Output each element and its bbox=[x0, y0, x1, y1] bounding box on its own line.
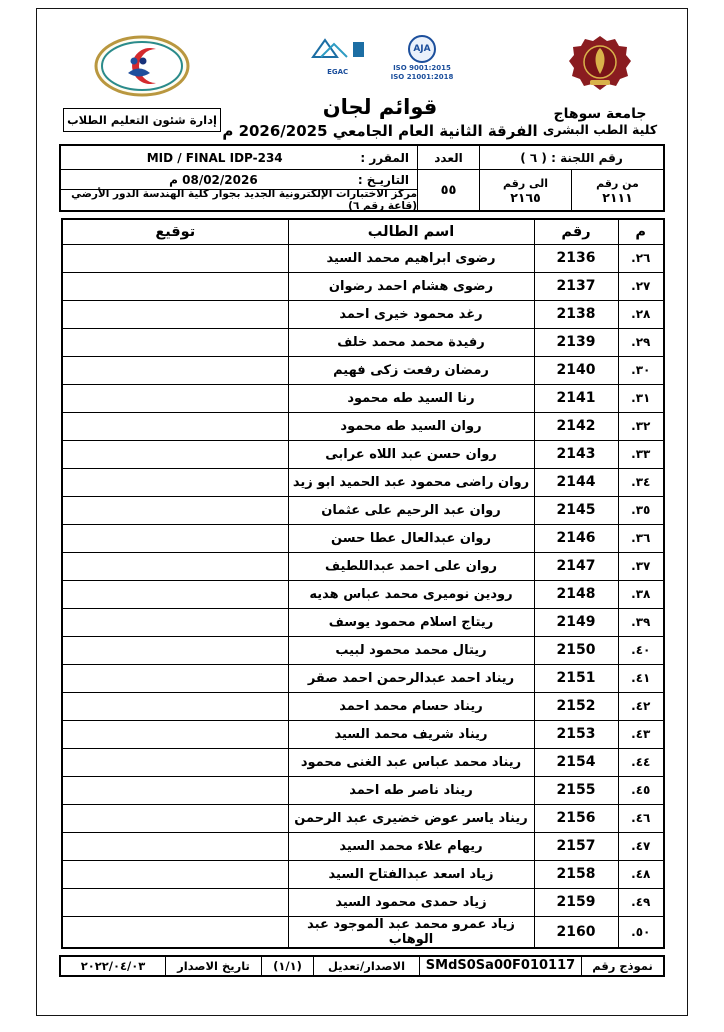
number-cell: 2153 bbox=[534, 720, 618, 748]
serial-cell: ٣٨. bbox=[618, 580, 664, 608]
university-block bbox=[539, 35, 661, 137]
signature-cell bbox=[62, 328, 288, 356]
serial-cell: ٢٨. bbox=[618, 300, 664, 328]
committee-number-cell: رقم اللجنة : ( ٦ ) bbox=[479, 146, 663, 170]
name-cell: رضوى ابراهيم محمد السيد bbox=[288, 244, 534, 272]
signature-cell bbox=[62, 608, 288, 636]
footer-bar bbox=[59, 955, 665, 977]
signature-cell bbox=[62, 636, 288, 664]
number-cell: 2155 bbox=[534, 776, 618, 804]
student-row bbox=[62, 636, 664, 664]
name-cell: روان حسن عبد اللاه عرابى bbox=[288, 440, 534, 468]
signature-cell bbox=[62, 916, 288, 948]
name-cell: زياد اسعد عبدالفتاح السيد bbox=[288, 860, 534, 888]
serial-cell: ٤٥. bbox=[618, 776, 664, 804]
serial-cell: ٤٤. bbox=[618, 748, 664, 776]
aja-label: AJA bbox=[413, 44, 431, 54]
egac-label: EGAC bbox=[327, 68, 349, 76]
serial-cell: ٤٦. bbox=[618, 804, 664, 832]
to-label: الى رقم bbox=[502, 176, 549, 190]
name-cell: ريتاج اسلام محمود يوسف bbox=[288, 608, 534, 636]
student-row bbox=[62, 832, 664, 860]
student-table bbox=[61, 218, 665, 949]
signature-cell bbox=[62, 552, 288, 580]
department-block bbox=[63, 35, 221, 132]
serial-cell: ٣٦. bbox=[618, 524, 664, 552]
student-row bbox=[62, 664, 664, 692]
count-value-cell: ٥٥ bbox=[417, 170, 479, 210]
name-cell: ريناد محمد عباس عبد الغنى محمود bbox=[288, 748, 534, 776]
number-cell: 2136 bbox=[534, 244, 618, 272]
exam-info-table bbox=[59, 144, 665, 212]
page-title: قوائم لجان bbox=[322, 95, 438, 119]
col-header-name: اسم الطالب bbox=[288, 219, 534, 244]
serial-cell: ٤٣. bbox=[618, 720, 664, 748]
name-cell: زياد عمرو محمد عبد الموجود عبد الوهاب bbox=[288, 916, 534, 948]
number-cell: 2142 bbox=[534, 412, 618, 440]
number-cell: 2139 bbox=[534, 328, 618, 356]
student-row bbox=[62, 608, 664, 636]
number-cell: 2138 bbox=[534, 300, 618, 328]
student-row bbox=[62, 748, 664, 776]
name-cell: روان عبد الرحيم على عثمان bbox=[288, 496, 534, 524]
number-cell: 2152 bbox=[534, 692, 618, 720]
version-label: الاصدار/تعديل bbox=[313, 957, 419, 975]
student-row bbox=[62, 524, 664, 552]
name-cell: روان السيد طه محمود bbox=[288, 412, 534, 440]
name-cell: ريناد ناصر طه احمد bbox=[288, 776, 534, 804]
student-row bbox=[62, 804, 664, 832]
signature-cell bbox=[62, 272, 288, 300]
course-label: المقرر : bbox=[360, 150, 409, 165]
number-cell: 2150 bbox=[534, 636, 618, 664]
issue-date-label: تاريخ الاصدار bbox=[165, 957, 261, 975]
serial-cell: ٤١. bbox=[618, 664, 664, 692]
name-cell: ريهام علاء محمد السيد bbox=[288, 832, 534, 860]
count-label-cell: العدد bbox=[417, 146, 479, 170]
student-row bbox=[62, 720, 664, 748]
header-center bbox=[221, 35, 539, 140]
aja-iso1-label: ISO 9001:2015 bbox=[393, 64, 451, 72]
number-cell: 2137 bbox=[534, 272, 618, 300]
certification-logos bbox=[221, 35, 539, 87]
date-label: التاريـخ : bbox=[357, 172, 409, 187]
faculty-name: كلية الطب البشرى bbox=[542, 122, 658, 137]
student-row bbox=[62, 580, 664, 608]
signature-cell bbox=[62, 888, 288, 916]
student-row bbox=[62, 328, 664, 356]
number-cell: 2154 bbox=[534, 748, 618, 776]
name-cell: ريتال محمد محمود لبيب bbox=[288, 636, 534, 664]
student-row bbox=[62, 244, 664, 272]
course-value: MID / FINAL IDP-234 bbox=[146, 150, 283, 165]
serial-cell: ٣٧. bbox=[618, 552, 664, 580]
number-cell: 2141 bbox=[534, 384, 618, 412]
student-row bbox=[62, 552, 664, 580]
col-header-serial: م bbox=[618, 219, 664, 244]
signature-cell bbox=[62, 860, 288, 888]
student-row bbox=[62, 916, 664, 948]
document-page bbox=[36, 8, 688, 1016]
signature-cell bbox=[62, 720, 288, 748]
version-value: (١/١) bbox=[261, 957, 313, 975]
signature-cell bbox=[62, 384, 288, 412]
name-cell: رغد محمود خيرى احمد bbox=[288, 300, 534, 328]
signature-cell bbox=[62, 664, 288, 692]
number-cell: 2145 bbox=[534, 496, 618, 524]
signature-cell bbox=[62, 468, 288, 496]
name-cell: ريناد احمد عبدالرحمن احمد صقر bbox=[288, 664, 534, 692]
department-name: إدارة شئون التعليم الطلاب bbox=[63, 108, 221, 132]
student-row bbox=[62, 440, 664, 468]
number-cell: 2156 bbox=[534, 804, 618, 832]
to-value: ٢١٦٥ bbox=[510, 189, 541, 205]
name-cell: رودين نوميرى محمد عباس هديه bbox=[288, 580, 534, 608]
serial-cell: ٤٧. bbox=[618, 832, 664, 860]
name-cell: رضوى هشام احمد رضوان bbox=[288, 272, 534, 300]
serial-cell: ٢٩. bbox=[618, 328, 664, 356]
student-row bbox=[62, 888, 664, 916]
number-cell: 2140 bbox=[534, 356, 618, 384]
number-cell: 2151 bbox=[534, 664, 618, 692]
col-header-number: رقم bbox=[534, 219, 618, 244]
form-number-value: SMdS0Sa00F010117 bbox=[419, 957, 581, 975]
student-row bbox=[62, 692, 664, 720]
number-cell: 2148 bbox=[534, 580, 618, 608]
serial-cell: ٢٧. bbox=[618, 272, 664, 300]
serial-cell: ٣٢. bbox=[618, 412, 664, 440]
signature-cell bbox=[62, 356, 288, 384]
serial-cell: ٣٠. bbox=[618, 356, 664, 384]
serial-cell: ٤٢. bbox=[618, 692, 664, 720]
number-cell: 2160 bbox=[534, 916, 618, 948]
name-cell: روان راضى محمود عبد الحميد ابو زيد bbox=[288, 468, 534, 496]
page-subtitle: الفرقة الثانية العام الجامعي 2026/2025 م bbox=[222, 122, 538, 140]
egac-icon bbox=[307, 35, 369, 63]
number-cell: 2147 bbox=[534, 552, 618, 580]
number-cell: 2158 bbox=[534, 860, 618, 888]
signature-cell bbox=[62, 440, 288, 468]
name-cell: ريناد ياسر عوض خضيرى عبد الرحمن bbox=[288, 804, 534, 832]
student-row bbox=[62, 860, 664, 888]
department-logo-icon bbox=[94, 35, 190, 97]
from-value: ٢١١١ bbox=[602, 189, 633, 205]
from-number-cell bbox=[571, 170, 663, 210]
date-value: 08/02/2026 م bbox=[169, 172, 258, 187]
serial-cell: ٤٠. bbox=[618, 636, 664, 664]
student-row bbox=[62, 496, 664, 524]
name-cell: رنا السيد طه محمود bbox=[288, 384, 534, 412]
from-label: من رقم bbox=[596, 176, 639, 190]
to-number-cell bbox=[479, 170, 571, 210]
serial-cell: ٥٠. bbox=[618, 916, 664, 948]
signature-cell bbox=[62, 412, 288, 440]
serial-cell: ٣٣. bbox=[618, 440, 664, 468]
university-name: جامعة سوهاج bbox=[553, 106, 647, 122]
serial-cell: ٤٨. bbox=[618, 860, 664, 888]
signature-cell bbox=[62, 244, 288, 272]
name-cell: رفيدة محمد محمد خلف bbox=[288, 328, 534, 356]
header bbox=[37, 9, 687, 140]
aja-logo bbox=[391, 35, 454, 82]
signature-cell bbox=[62, 300, 288, 328]
number-cell: 2143 bbox=[534, 440, 618, 468]
number-cell: 2144 bbox=[534, 468, 618, 496]
student-row bbox=[62, 300, 664, 328]
signature-cell bbox=[62, 496, 288, 524]
name-cell: روان على احمد عبداللطيف bbox=[288, 552, 534, 580]
university-logo-icon bbox=[568, 35, 632, 99]
serial-cell: ٢٦. bbox=[618, 244, 664, 272]
serial-cell: ٣٩. bbox=[618, 608, 664, 636]
signature-cell bbox=[62, 580, 288, 608]
signature-cell bbox=[62, 692, 288, 720]
exam-location-cell: مركز الاختبارات الإلكترونية الجديد بجوار كلية الهندسة الدور الأرضي (قاعة رقم ٦) bbox=[71, 188, 417, 212]
signature-cell bbox=[62, 804, 288, 832]
name-cell: ريناد شريف محمد السيد bbox=[288, 720, 534, 748]
aja-globe-icon bbox=[408, 35, 436, 63]
student-row bbox=[62, 384, 664, 412]
serial-cell: ٣١. bbox=[618, 384, 664, 412]
student-row bbox=[62, 272, 664, 300]
egac-logo bbox=[307, 35, 369, 76]
student-row bbox=[62, 356, 664, 384]
signature-cell bbox=[62, 776, 288, 804]
name-cell: زياد حمدى محمود السيد bbox=[288, 888, 534, 916]
serial-cell: ٤٩. bbox=[618, 888, 664, 916]
form-number-label: نموذج رقم bbox=[581, 957, 663, 975]
col-header-signature: توقيع bbox=[62, 219, 288, 244]
number-cell: 2157 bbox=[534, 832, 618, 860]
number-cell: 2159 bbox=[534, 888, 618, 916]
student-table-header-row bbox=[62, 219, 664, 244]
serial-cell: ٣٥. bbox=[618, 496, 664, 524]
signature-cell bbox=[62, 524, 288, 552]
student-row bbox=[62, 412, 664, 440]
name-cell: ريناد حسام محمد احمد bbox=[288, 692, 534, 720]
name-cell: روان عبدالعال عطا حسن bbox=[288, 524, 534, 552]
number-cell: 2146 bbox=[534, 524, 618, 552]
course-cell bbox=[61, 146, 417, 170]
student-table-body bbox=[62, 244, 664, 948]
student-row bbox=[62, 468, 664, 496]
aja-iso2-label: ISO 21001:2018 bbox=[390, 73, 454, 82]
signature-cell bbox=[62, 748, 288, 776]
issue-date-value: ٢٠٢٢/٠٤/٠٣ bbox=[80, 958, 146, 973]
name-cell: رمضان رفعت زكى فهيم bbox=[288, 356, 534, 384]
student-row bbox=[62, 776, 664, 804]
serial-cell: ٣٤. bbox=[618, 468, 664, 496]
exam-date-cell bbox=[61, 170, 417, 190]
number-cell: 2149 bbox=[534, 608, 618, 636]
signature-cell bbox=[62, 832, 288, 860]
